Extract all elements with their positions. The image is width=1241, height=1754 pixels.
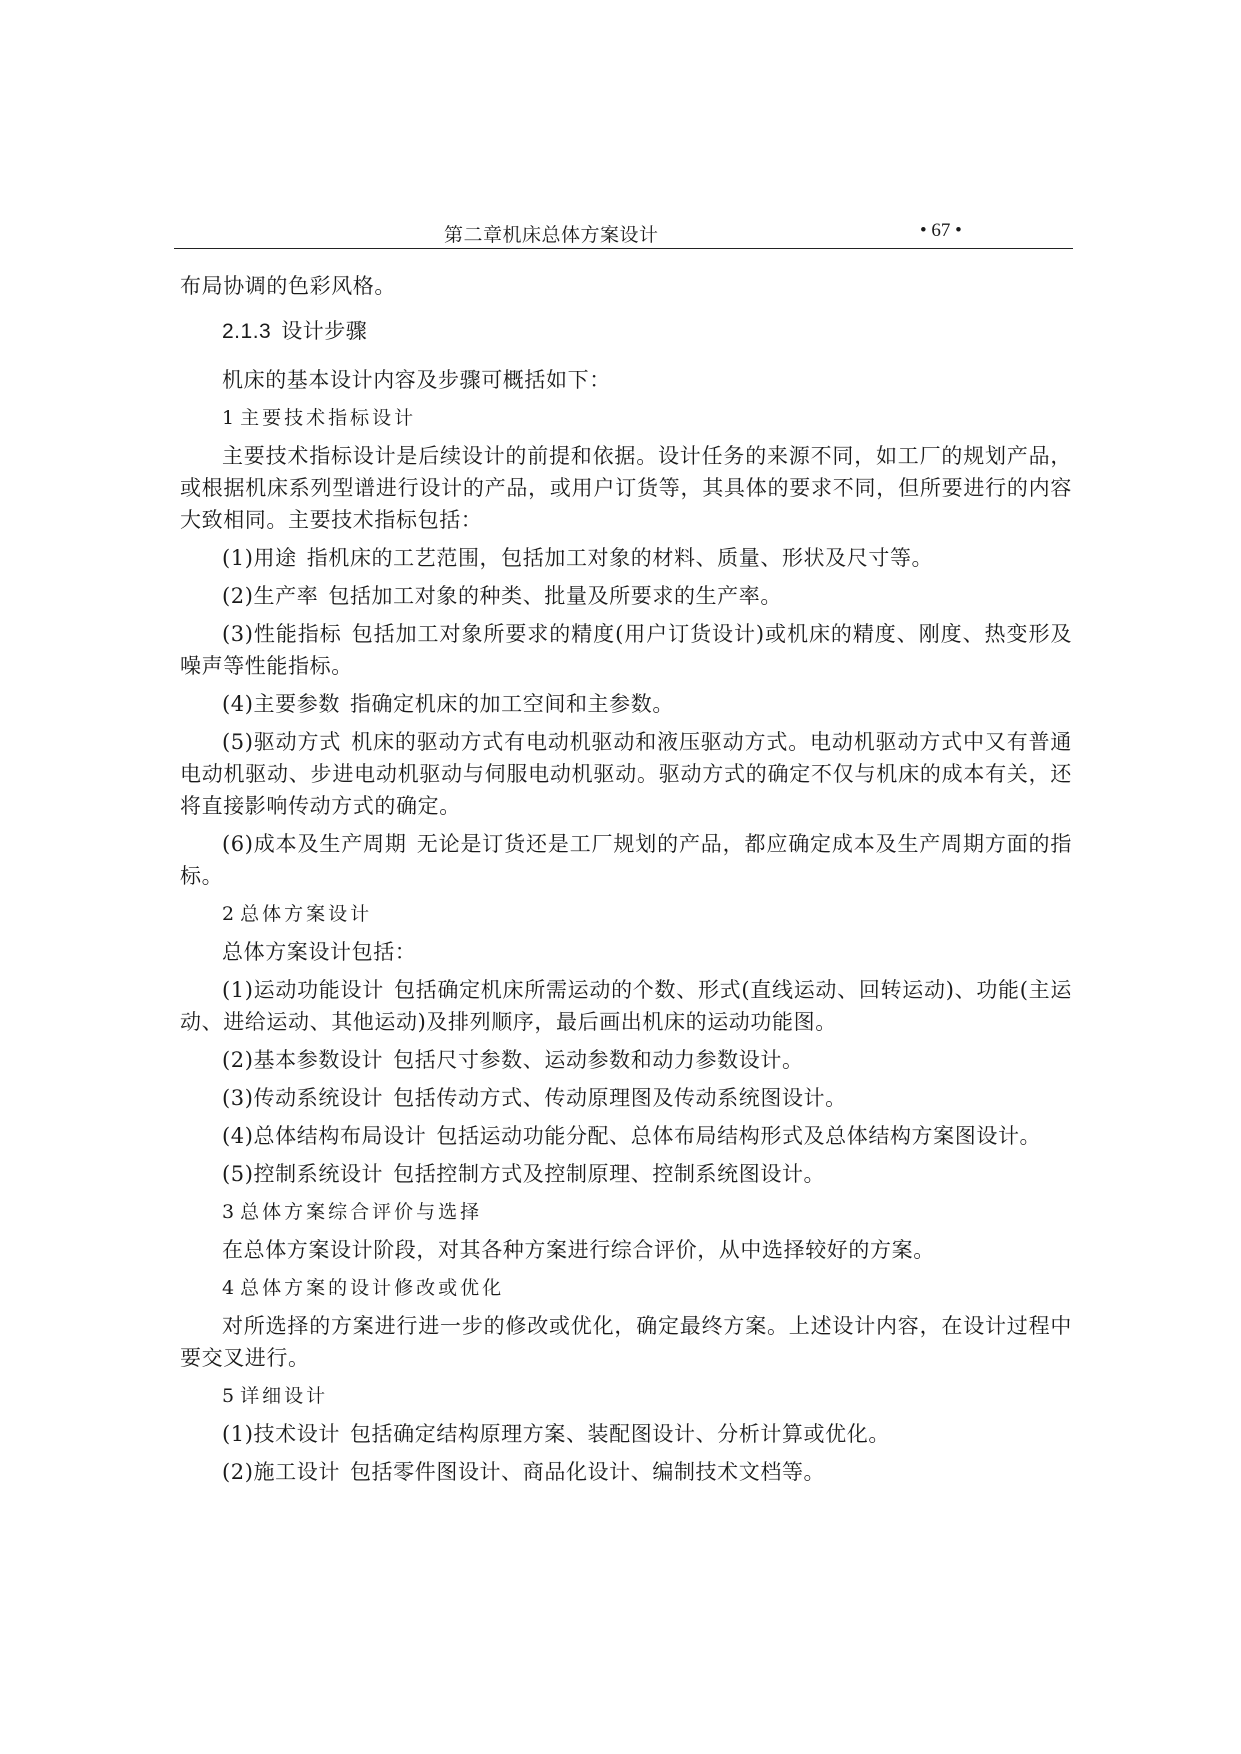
item-term: 性能指标 [253,622,342,646]
section-title: 设计步骤 [281,320,368,343]
item-term: 基本参数设计 [253,1048,384,1072]
item-text: 包括加工对象所要求的精度(用户订货设计)或机床的精度、刚度、热变形及噪声等性能指标。 [180,622,1072,678]
item-marker: (2) [222,1460,254,1484]
step2-item-3 [180,1082,1072,1114]
item-term: 运动功能设计 [253,978,384,1002]
step-title: 主要技术指标设计 [240,407,417,429]
step1-paragraph: 主要技术指标设计是后续设计的前提和依据。设计任务的来源不同，如工厂的规划产品，或根据机床系列型谱进行设计的产品，或用户订货等，其具体的要求不同，但所要进行的内容大致相同。主要技术指标包括： [180,444,1072,532]
item-marker: (1) [222,1422,254,1446]
step-heading-1 [222,402,1072,434]
item-text: 包括零件图设计、商品化设计、编制技术文档等。 [349,1460,826,1484]
item-text: 包括运动功能分配、总体布局结构形式及总体结构方案图设计。 [436,1124,1042,1148]
step1-item-6 [180,828,1072,892]
item-marker: (1) [222,546,254,570]
section-heading [222,316,1072,348]
item-marker: (3) [222,622,254,646]
item-term: 控制系统设计 [253,1162,384,1186]
running-header [174,218,1073,249]
step1-item-5 [180,726,1072,822]
step-number: 4 [222,1277,235,1299]
item-term: 驱动方式 [253,730,342,754]
item-marker: (3) [222,1086,254,1110]
step4-paragraph: 对所选择的方案进行进一步的修改或优化，确定最终方案。上述设计内容，在设计过程中要交叉进行。 [180,1314,1072,1370]
item-text: 包括确定机床所需运动的个数、形式(直线运动、回转运动)、功能(主运动、进给运动、其他运动)及排列顺序，最后画出机床的运动功能图。 [180,978,1072,1034]
item-term: 总体结构布局设计 [253,1124,427,1148]
item-term: 用途 [253,546,297,570]
step-heading-5 [222,1380,1072,1412]
item-marker: (4) [222,1124,254,1148]
item-term: 主要参数 [253,692,340,716]
item-marker: (2) [222,1048,254,1072]
item-text: 机床的驱动方式有电动机驱动和液压驱动方式。电动机驱动方式中又有普通电动机驱动、步进电动机驱动与伺服电动机驱动。驱动方式的确定不仅与机床的成本有关，还将直接影响传动方式的确定。 [180,730,1072,818]
step3-paragraph: 在总体方案设计阶段，对其各种方案进行综合评价，从中选择较好的方案。 [222,1238,935,1262]
step-number: 1 [222,407,235,429]
step-title: 总体方案的设计修改或优化 [240,1277,505,1299]
step1-item-4 [180,688,1072,720]
step-number: 3 [222,1201,235,1223]
step1-item-1 [180,542,1072,574]
step2-item-1 [180,974,1072,1038]
item-text: 包括确定结构原理方案、装配图设计、分析计算或优化。 [349,1422,890,1446]
step-title: 总体方案综合评价与选择 [240,1201,483,1223]
chapter-title: 第二章机床总体方案设计 [444,224,659,246]
page-body [180,270,1072,1494]
step5-item-2 [180,1456,1072,1488]
item-text: 指机床的工艺范围，包括加工对象的材料、质量、形状及尺寸等。 [306,546,934,570]
step-heading-2 [222,898,1072,930]
step2-item-5 [180,1158,1072,1190]
item-marker: (6) [222,832,254,856]
item-term: 传动系统设计 [253,1086,384,1110]
step-title: 总体方案设计 [240,903,373,925]
section-number: 2.1.3 [222,320,272,343]
step2-item-2 [180,1044,1072,1076]
item-text: 包括尺寸参数、运动参数和动力参数设计。 [393,1048,804,1072]
step-title: 详细设计 [240,1385,329,1407]
item-term: 成本及生产周期 [253,832,407,856]
step-heading-4 [222,1272,1072,1304]
page-number: • 67 • [920,220,962,241]
step-number: 5 [222,1385,235,1407]
item-marker: (2) [222,584,254,608]
item-marker: (1) [222,978,254,1002]
item-text: 无论是订货还是工厂规划的产品，都应确定成本及生产周期方面的指标。 [180,832,1072,888]
item-term: 技术设计 [253,1422,340,1446]
step1-item-3 [180,618,1072,682]
step5-item-1 [180,1418,1072,1450]
step2-item-4 [180,1120,1072,1152]
step-number: 2 [222,903,235,925]
item-text: 包括控制方式及控制原理、控制系统图设计。 [393,1162,826,1186]
lead-paragraph: 机床的基本设计内容及步骤可概括如下： [222,368,611,392]
item-text: 指确定机床的加工空间和主参数。 [349,692,674,716]
step1-item-2 [180,580,1072,612]
step2-lead: 总体方案设计包括： [222,940,417,964]
item-marker: (5) [222,1162,254,1186]
item-marker: (4) [222,692,254,716]
intro-tail-paragraph: 布局协调的色彩风格。 [180,274,396,298]
item-term: 生产率 [253,584,319,608]
step-heading-3 [222,1196,1072,1228]
item-text: 包括传动方式、传动原理图及传动系统图设计。 [393,1086,847,1110]
item-marker: (5) [222,730,254,754]
item-term: 施工设计 [253,1460,340,1484]
item-text: 包括加工对象的种类、批量及所要求的生产率。 [328,584,782,608]
